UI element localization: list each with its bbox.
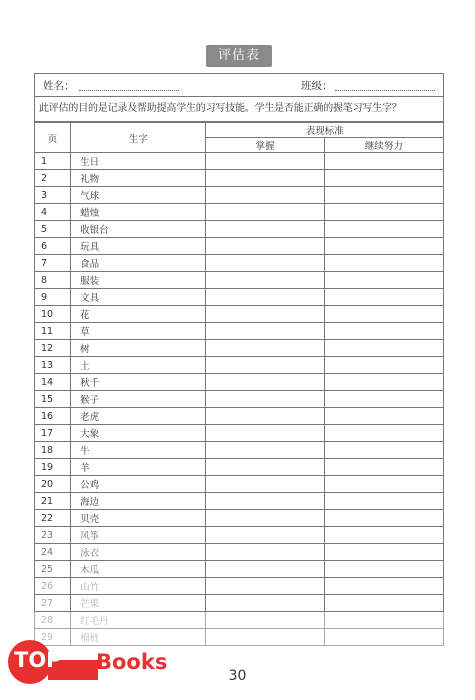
table-row bbox=[35, 238, 444, 255]
page-cell: 15 bbox=[35, 391, 71, 408]
effort-cell[interactable] bbox=[324, 527, 443, 544]
word-cell: 泳衣 bbox=[71, 544, 206, 561]
page-cell: 12 bbox=[35, 340, 71, 357]
mastered-cell[interactable] bbox=[206, 476, 324, 493]
page-cell: 17 bbox=[35, 425, 71, 442]
table-row bbox=[35, 510, 444, 527]
mastered-cell[interactable] bbox=[206, 323, 324, 340]
mastered-cell[interactable] bbox=[206, 578, 324, 595]
assessment-table bbox=[34, 122, 444, 646]
name-field[interactable] bbox=[79, 90, 179, 91]
purpose-statement: 此评估的目的是记录及帮助提高学生的习写技能。学生是否能正确的握笔习写生字？ bbox=[35, 97, 443, 122]
page-cell: 13 bbox=[35, 357, 71, 374]
table-row bbox=[35, 391, 444, 408]
effort-cell[interactable] bbox=[324, 391, 443, 408]
effort-cell[interactable] bbox=[324, 357, 443, 374]
effort-cell[interactable] bbox=[324, 595, 443, 612]
table-row bbox=[35, 357, 444, 374]
table-body bbox=[35, 153, 444, 646]
mastered-cell[interactable] bbox=[206, 408, 324, 425]
page-cell: 26 bbox=[35, 578, 71, 595]
mastered-cell[interactable] bbox=[206, 510, 324, 527]
effort-cell[interactable] bbox=[324, 578, 443, 595]
word-cell: 红毛丹 bbox=[71, 612, 206, 629]
page-cell: 8 bbox=[35, 272, 71, 289]
table-row bbox=[35, 255, 444, 272]
page-cell: 18 bbox=[35, 442, 71, 459]
page-cell: 7 bbox=[35, 255, 71, 272]
mastered-cell[interactable] bbox=[206, 238, 324, 255]
header-mastered: 掌握 bbox=[206, 138, 324, 153]
effort-cell[interactable] bbox=[324, 544, 443, 561]
mastered-cell[interactable] bbox=[206, 221, 324, 238]
effort-cell[interactable] bbox=[324, 340, 443, 357]
mastered-cell[interactable] bbox=[206, 612, 324, 629]
mastered-cell[interactable] bbox=[206, 425, 324, 442]
table-row bbox=[35, 544, 444, 561]
table-row bbox=[35, 374, 444, 391]
effort-cell[interactable] bbox=[324, 255, 443, 272]
effort-cell[interactable] bbox=[324, 204, 443, 221]
page-cell: 19 bbox=[35, 459, 71, 476]
mastered-cell[interactable] bbox=[206, 374, 324, 391]
mastered-cell[interactable] bbox=[206, 289, 324, 306]
effort-cell[interactable] bbox=[324, 187, 443, 204]
topbooks-logo bbox=[8, 640, 198, 684]
table-row bbox=[35, 204, 444, 221]
word-cell: 芒果 bbox=[71, 595, 206, 612]
word-cell: 食品 bbox=[71, 255, 206, 272]
mastered-cell[interactable] bbox=[206, 629, 324, 646]
effort-cell[interactable] bbox=[324, 289, 443, 306]
table-row bbox=[35, 289, 444, 306]
page-cell: 1 bbox=[35, 153, 71, 170]
word-cell: 榴梿 bbox=[71, 629, 206, 646]
effort-cell[interactable] bbox=[324, 442, 443, 459]
page-cell: 2 bbox=[35, 170, 71, 187]
effort-cell[interactable] bbox=[324, 425, 443, 442]
name-label: 姓名： bbox=[43, 80, 75, 92]
logo-top-text: TOP bbox=[14, 648, 62, 672]
page-cell: 27 bbox=[35, 595, 71, 612]
mastered-cell[interactable] bbox=[206, 357, 324, 374]
mastered-cell[interactable] bbox=[206, 595, 324, 612]
page-cell: 23 bbox=[35, 527, 71, 544]
page-cell: 29 bbox=[35, 629, 71, 646]
table-row bbox=[35, 612, 444, 629]
effort-cell[interactable] bbox=[324, 629, 443, 646]
mastered-cell[interactable] bbox=[206, 561, 324, 578]
mastered-cell[interactable] bbox=[206, 442, 324, 459]
word-cell: 蜡烛 bbox=[71, 204, 206, 221]
word-cell: 羊 bbox=[71, 459, 206, 476]
page-cell: 5 bbox=[35, 221, 71, 238]
word-cell: 公鸡 bbox=[71, 476, 206, 493]
effort-cell[interactable] bbox=[324, 459, 443, 476]
table-row bbox=[35, 153, 444, 170]
table-row bbox=[35, 170, 444, 187]
effort-cell[interactable] bbox=[324, 476, 443, 493]
header-word: 生字 bbox=[71, 123, 206, 153]
mastered-cell[interactable] bbox=[206, 391, 324, 408]
student-info-row bbox=[35, 74, 443, 97]
table-row bbox=[35, 476, 444, 493]
word-cell: 服装 bbox=[71, 272, 206, 289]
effort-cell[interactable] bbox=[324, 493, 443, 510]
table-row bbox=[35, 527, 444, 544]
page-cell: 4 bbox=[35, 204, 71, 221]
word-cell: 花 bbox=[71, 306, 206, 323]
mastered-cell[interactable] bbox=[206, 493, 324, 510]
table-row bbox=[35, 578, 444, 595]
mastered-cell[interactable] bbox=[206, 527, 324, 544]
table-row bbox=[35, 493, 444, 510]
word-cell: 文具 bbox=[71, 289, 206, 306]
table-row bbox=[35, 442, 444, 459]
page-cell: 24 bbox=[35, 544, 71, 561]
word-cell: 老虎 bbox=[71, 408, 206, 425]
page-cell: 16 bbox=[35, 408, 71, 425]
mastered-cell[interactable] bbox=[206, 459, 324, 476]
effort-cell[interactable] bbox=[324, 153, 443, 170]
table-row bbox=[35, 187, 444, 204]
word-cell: 牛 bbox=[71, 442, 206, 459]
effort-cell[interactable] bbox=[324, 221, 443, 238]
word-cell: 海边 bbox=[71, 493, 206, 510]
table-row bbox=[35, 340, 444, 357]
word-cell: 玩具 bbox=[71, 238, 206, 255]
effort-cell[interactable] bbox=[324, 272, 443, 289]
word-cell: 生日 bbox=[71, 153, 206, 170]
word-cell: 木瓜 bbox=[71, 561, 206, 578]
page-cell: 6 bbox=[35, 238, 71, 255]
table-row bbox=[35, 595, 444, 612]
effort-cell[interactable] bbox=[324, 408, 443, 425]
mastered-cell[interactable] bbox=[206, 204, 324, 221]
page-cell: 25 bbox=[35, 561, 71, 578]
word-cell: 秋千 bbox=[71, 374, 206, 391]
table-row bbox=[35, 561, 444, 578]
header-effort: 继续努力 bbox=[324, 138, 443, 153]
effort-cell[interactable] bbox=[324, 238, 443, 255]
word-cell: 树 bbox=[71, 340, 206, 357]
word-cell: 土 bbox=[71, 357, 206, 374]
effort-cell[interactable] bbox=[324, 510, 443, 527]
page-title: 评估表 bbox=[206, 45, 272, 67]
mastered-cell[interactable] bbox=[206, 272, 324, 289]
effort-cell[interactable] bbox=[324, 612, 443, 629]
word-cell: 贝壳 bbox=[71, 510, 206, 527]
mastered-cell[interactable] bbox=[206, 170, 324, 187]
page-cell: 21 bbox=[35, 493, 71, 510]
word-cell: 礼物 bbox=[71, 170, 206, 187]
header-page: 页 bbox=[35, 123, 71, 153]
page-cell: 14 bbox=[35, 374, 71, 391]
mastered-cell[interactable] bbox=[206, 306, 324, 323]
class-field[interactable] bbox=[335, 90, 435, 91]
effort-cell[interactable] bbox=[324, 170, 443, 187]
word-cell: 猴子 bbox=[71, 391, 206, 408]
page-cell: 22 bbox=[35, 510, 71, 527]
effort-cell[interactable] bbox=[324, 374, 443, 391]
effort-cell[interactable] bbox=[324, 323, 443, 340]
word-cell: 风筝 bbox=[71, 527, 206, 544]
page-cell: 9 bbox=[35, 289, 71, 306]
mastered-cell[interactable] bbox=[206, 340, 324, 357]
page-number: 30 bbox=[228, 668, 247, 684]
page-cell: 28 bbox=[35, 612, 71, 629]
page-cell: 11 bbox=[35, 323, 71, 340]
word-cell: 气球 bbox=[71, 187, 206, 204]
mastered-cell[interactable] bbox=[206, 255, 324, 272]
page-cell: 20 bbox=[35, 476, 71, 493]
class-label: 班级： bbox=[301, 80, 333, 92]
assessment-form bbox=[34, 73, 444, 646]
word-cell: 收银台 bbox=[71, 221, 206, 238]
page-cell: 10 bbox=[35, 306, 71, 323]
page-cell: 3 bbox=[35, 187, 71, 204]
table-row bbox=[35, 272, 444, 289]
effort-cell[interactable] bbox=[324, 561, 443, 578]
word-cell: 大象 bbox=[71, 425, 206, 442]
header-criteria: 表现标准 bbox=[206, 123, 444, 138]
word-cell: 草 bbox=[71, 323, 206, 340]
table-row bbox=[35, 323, 444, 340]
table-row bbox=[35, 459, 444, 476]
effort-cell[interactable] bbox=[324, 306, 443, 323]
table-row bbox=[35, 306, 444, 323]
logo-books-text: Books bbox=[96, 650, 168, 674]
table-row bbox=[35, 408, 444, 425]
mastered-cell[interactable] bbox=[206, 187, 324, 204]
word-cell: 山竹 bbox=[71, 578, 206, 595]
table-row bbox=[35, 425, 444, 442]
mastered-cell[interactable] bbox=[206, 544, 324, 561]
table-row bbox=[35, 221, 444, 238]
mastered-cell[interactable] bbox=[206, 153, 324, 170]
